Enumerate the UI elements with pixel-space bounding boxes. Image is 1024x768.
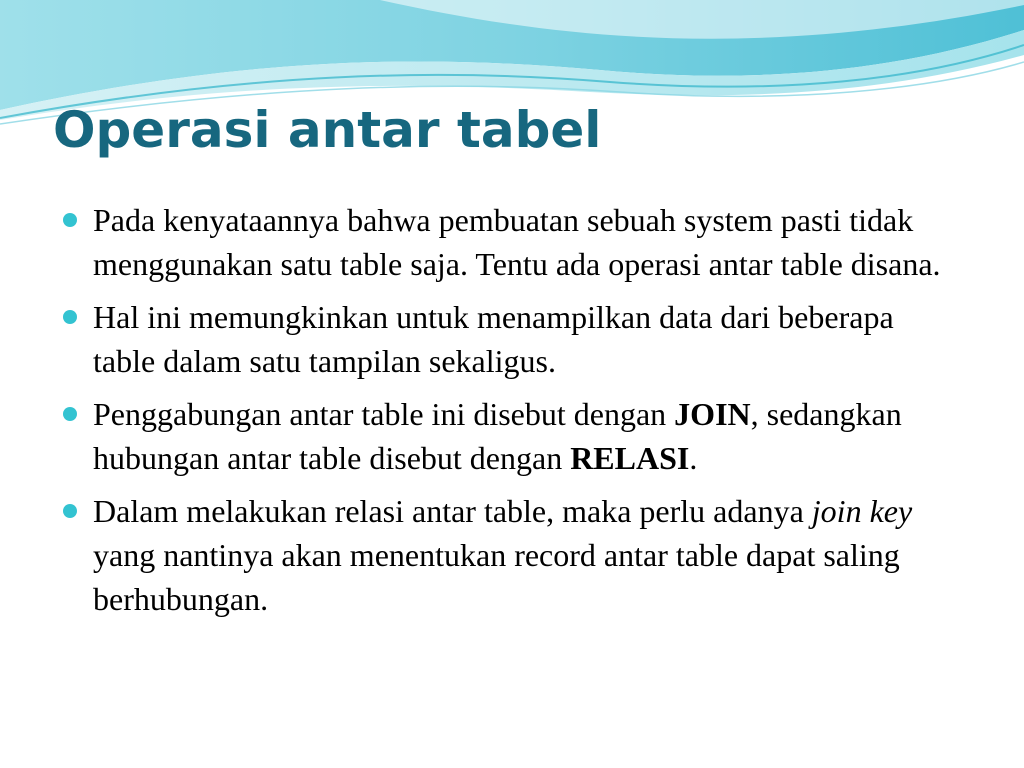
bullet-item (62, 198, 962, 286)
bullet-text: Pada kenyataannya bahwa pembuatan sebuah system pasti tidak menggunakan satu table saja. Tentu ada operasi antar table disana. (93, 202, 941, 282)
keyword-relasi: RELASI (570, 440, 690, 476)
bullet-dot-icon (63, 213, 77, 227)
bullet-dot-icon (63, 504, 77, 518)
bullet-text-before: Dalam melakukan relasi antar table, maka perlu adanya (93, 493, 812, 529)
bullet-text-before: Penggabungan antar table ini disebut dengan (93, 396, 675, 432)
bullet-item (62, 489, 962, 621)
bullet-item (62, 392, 962, 480)
bullet-text-middle: , sedangkan hubungan antar table disebut dengan (93, 396, 902, 476)
bullet-text-after: yang nantinya akan menentukan record antar table dapat saling berhubungan. (93, 537, 900, 617)
bullet-list (62, 198, 962, 630)
bullet-text-after: . (689, 440, 698, 476)
keyword-join: JOIN (674, 396, 751, 432)
bullet-item (62, 295, 962, 383)
bullet-dot-icon (63, 407, 77, 421)
slide-title: Operasi antar tabel (53, 101, 602, 159)
bullet-text: Hal ini memungkinkan untuk menampilkan data dari beberapa table dalam satu tampilan sekaligus. (93, 299, 894, 379)
bullet-dot-icon (63, 310, 77, 324)
emphasis-join-key: join key (811, 493, 913, 529)
